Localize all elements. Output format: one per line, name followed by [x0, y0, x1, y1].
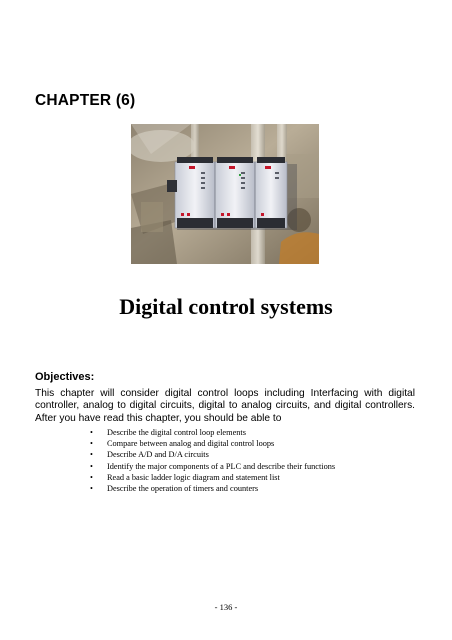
page-number: - 136 - [214, 602, 238, 612]
list-item: • Read a basic ladder logic diagram and statement list [90, 472, 280, 482]
bullet-icon: • [90, 484, 93, 494]
bullet-icon: • [90, 439, 93, 449]
list-item: • Describe A/D and D/A circuits [90, 450, 209, 460]
list-item: • Describe the operation of timers and counters [90, 484, 259, 494]
bullet-icon: • [90, 472, 93, 482]
list-item: • Describe the digital control loop elements [90, 428, 246, 437]
bullet-icon: • [90, 450, 93, 460]
objectives-list [90, 427, 335, 494]
bullet-icon: • [90, 428, 93, 437]
chapter-heading: CHAPTER (6) [35, 92, 136, 109]
chapter-title: Digital control systems [119, 294, 333, 319]
plc-photo [131, 124, 319, 264]
objectives-heading: Objectives: [35, 371, 95, 383]
list-item: • Compare between analog and digital control loops [90, 439, 275, 449]
intro-paragraph: This chapter will consider digital control loops including Interfacing with digital controller, analog to digital circuits, digital to analog circuits, and digital controllers. After you have read this chapter, you should be able to [35, 388, 415, 424]
list-item: • Identify the major components of a PLC and describe their functions [90, 461, 336, 471]
bullet-icon: • [90, 461, 93, 471]
